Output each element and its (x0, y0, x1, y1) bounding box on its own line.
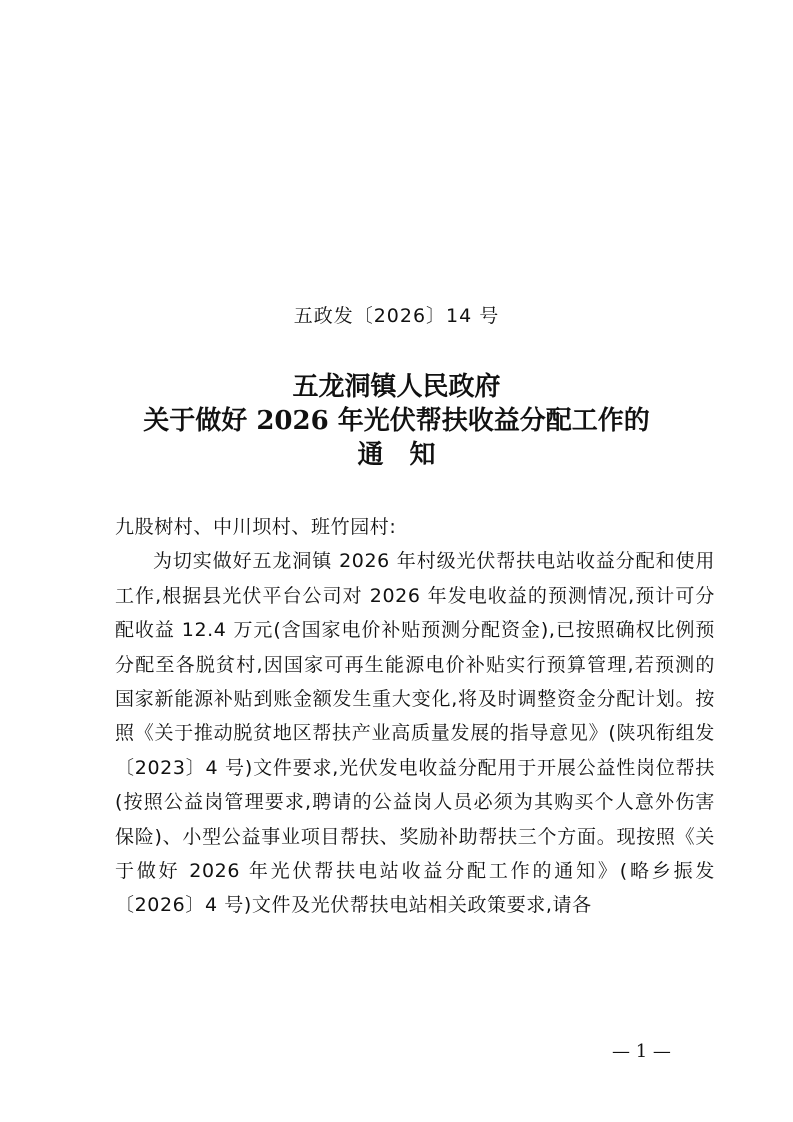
title-line-notice: 通 知 (357, 440, 436, 470)
page-number: — 1 — (612, 1041, 671, 1062)
document-body (115, 510, 715, 923)
addressee: 九股树村、中川坝村、班竹园村: (115, 516, 397, 538)
body-paragraph: 为切实做好五龙洞镇 2026 年村级光伏帮扶电站收益分配和使用工作,根据县光伏平台公司对 2026 年发电收益的预测情况,预计可分配收益 12.4 万元(含国家电价补贴预测分配资金),已按照确权比例预分配至各脱贫村,因国家可再生能源电价补贴实行预算管理,若预测的国家新能源补贴到账金额发生重大变化,将及时调整资金分配计划。按照《关于推动脱贫地区帮扶产业高质量发展的指导意见》(陕巩衔组发〔2023〕4 号)文件要求,光伏发电收益分配用于开展公益性岗位帮扶(按照公益岗管理要求,聘请的公益岗人员必须为其购买个人意外伤害保险)、小型公益事业项目帮扶、奖励补助帮扶三个方面。现按照《关于做好 2026 年光伏帮扶电站收益分配工作的通知》(略乡振发〔2026〕4 号)文件及光伏帮扶电站相关政策要求,请各 (115, 550, 715, 917)
title-line-issuer: 五龙洞镇人民政府 (292, 372, 501, 402)
title-line-subject: 关于做好 2026 年光伏帮扶收益分配工作的 (143, 406, 650, 436)
document-number: 五政发〔2026〕14 号 (293, 305, 500, 327)
document-title (0, 370, 793, 472)
